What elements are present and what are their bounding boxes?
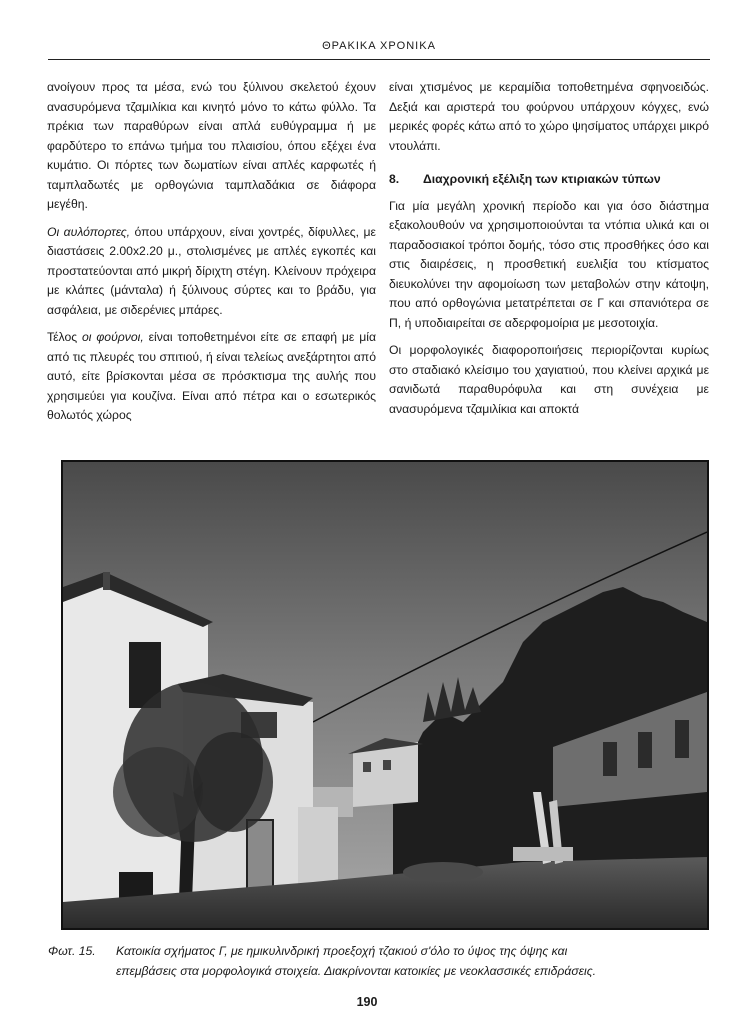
left-paragraph-2-text: όπου υπάρχουν, είναι χοντρές, δίφυλλες, με διαστάσεις 2.00x2.20 μ., στολισμένες με απλές εγκοπές και προστατεύονται από μικρή δίριχτη στέγη. Κλείνουν πρόχειρα με κλάπες (μάνταλα) ή ξύλινους σύρτες και το βράδυ, για ασφάλεια, με σιδερένιες μπάρες. [47, 224, 376, 317]
right-paragraph-1: είναι χτισμένος με κεραμίδια τοποθετημένα σφηνοειδώς. Δεξιά και αριστερά του φούρνου υπάρχουν κόγχες, ενώ μερικές φορές κάτω από το χώρο ψησίματος υπάρχει μικρό ντουλάπι. [389, 80, 709, 153]
running-header: ΘΡΑΚΙΚΑ ΧΡΟΝΙΚΑ [322, 40, 436, 52]
distant-house-window [383, 760, 391, 770]
debris [513, 847, 573, 861]
figure-caption [48, 941, 712, 981]
left-paragraph-3-start: Τέλος [47, 330, 82, 344]
term-courtyard-gates: Οι αυλόπορτες, [47, 224, 131, 239]
right-column [389, 78, 709, 427]
distant-house-window [363, 762, 371, 772]
photograph [61, 460, 709, 930]
tree-foliage [193, 732, 273, 832]
left-paragraph-3-text: είναι τοποθετημένοι είτε σε επαφή με μία από τις πλευρές του σπιτιού, ή είναι τελείως ανεξάρτητοι από αυτό, είτε βρίσκονται μέσα σε πρόσκτισμα της αυλής που χρησιμεύει για κουζίνα. Είναι από πέτρα και ο εσωτερικός θολωτός χώρος [47, 330, 376, 422]
right-house-window [675, 720, 689, 758]
right-house-window [603, 742, 617, 776]
section-title: Διαχρονική εξέλιξη των κτιριακών τύπων [423, 172, 661, 186]
bushes [403, 862, 483, 882]
page-number: 190 [356, 995, 378, 1009]
photo-illustration [63, 462, 707, 928]
section-heading [389, 170, 709, 190]
header-rule [48, 59, 710, 60]
figure-label: Φωτ. 15. [48, 944, 96, 958]
left-column [47, 78, 376, 434]
left-paragraph-3 [47, 328, 376, 426]
caption-line-2: επεμβάσεις στα μορφολογικά στοιχεία. Διακρίνονται κατοικίες με νεοκλασσικές επιδράσεις. [116, 964, 597, 978]
right-paragraph-2: Για μία μεγάλη χρονική περίοδο και για όσο διάστημα εξακολουθούν να χρησιμοποιούνται τα ντόπια υλικά και οι παραδοσιακοί τρόποι δομής, τόσο στις προσθήκες όσο και στις διαιρέσεις, η προσθετική ευελιξία του κτίσματος διευκολύνει την αφομοίωση των μεταβολών στην κάτοψη, που από ορθογώνια μετατρέπεται σε Γ και σπανιότερα σε Π, ή υποδιαιρείται σε αδερφομοίρια με μεσοτοιχία. [389, 198, 709, 330]
right-paragraph-3: Οι μορφολογικές διαφοροποιήσεις περιορίζονται κυρίως στο σταδιακό κλείσιμο του χαγιατιού, που κλείνει αρχικά με σανιδωτά παραθυρόφυλα και στη συνέχεια με ανασυρόμενα τζαμιλίκια και αποκτά [389, 343, 709, 416]
left-paragraph-2 [47, 223, 376, 321]
caption-line-1: Κατοικία σχήματος Γ, με ημικυλινδρική προεξοχή τζακιού σ'όλο το ύψος της όψης και [116, 944, 568, 958]
chimney [103, 572, 110, 590]
section-number: 8. [389, 172, 400, 186]
left-paragraph-1: ανοίγουν προς τα μέσα, ενώ του ξύλινου σκελετού έχουν ανασυρόμενα τζαμιλίκια και κινητό μόνο το κάτω φύλλο. Τα πρέκια των παραθύρων είναι απλά ευθύγραμμα ή με φαρδύτερο το επάνω τμήμα του πλαισίου, όπου εξέχει ένα κυμάτιο. Οι πόρτες των δωματίων είναι απλές καρφωτές ή ταμπλαδωτές με ορθογώνια ταμπλαδάκια σε διάφορα μεγέθη. [47, 80, 376, 211]
main-house-door [247, 820, 273, 890]
term-ovens: οι φούρνοι, [81, 330, 144, 344]
tree-foliage [113, 747, 203, 837]
right-house-window [638, 732, 652, 768]
